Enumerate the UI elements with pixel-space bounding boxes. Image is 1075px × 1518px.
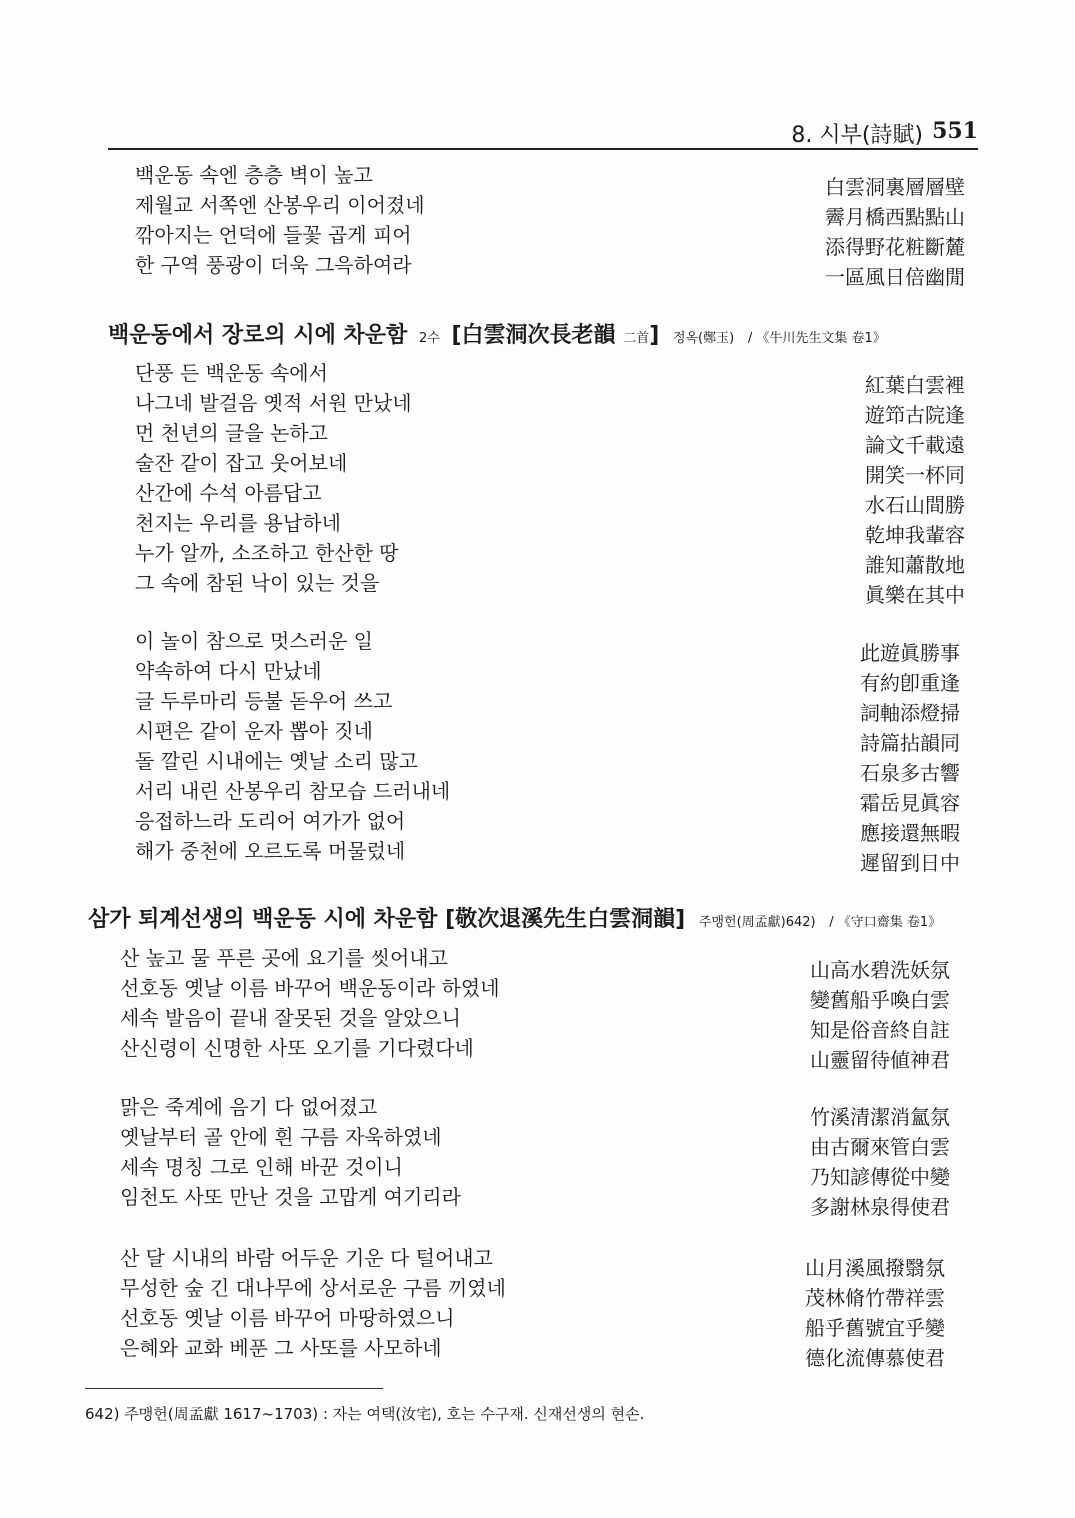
verse-line: 그 속에 참된 낙이 있는 것을 xyxy=(135,571,380,595)
verse-line: 세속 명칭 그로 인해 바꾼 것이니 xyxy=(120,1155,403,1179)
verse-line: 시편은 같이 운자 뽑아 짓네 xyxy=(135,719,373,743)
verse-line-hanja: 石泉多古響 xyxy=(860,761,960,785)
poem1-stanza1-hanja xyxy=(865,370,965,610)
verse-line: 누가 알까, 소조하고 한산한 땅 xyxy=(135,541,399,565)
verse-line-hanja: 應接還無暇 xyxy=(860,821,960,845)
verse-line: 옛날부터 골 안에 흰 구름 자욱하였네 xyxy=(120,1125,442,1149)
verse-line-hanja: 論文千載遠 xyxy=(865,433,965,457)
verse-line-hanja: 由古爾來管白雲 xyxy=(810,1135,950,1159)
poem2-stanza3-hanja xyxy=(805,1253,945,1373)
verse-line-hanja: 山靈留待値神君 xyxy=(810,1048,950,1072)
verse-line-hanja: 詞軸添燈掃 xyxy=(860,701,960,725)
poem1-heading xyxy=(108,318,886,349)
verse-line-hanja: 遊笻古院逢 xyxy=(865,403,965,427)
verse-line-hanja: 茂林脩竹帶祥雲 xyxy=(805,1286,945,1310)
verse-line: 응접하느라 도리어 여가가 없어 xyxy=(135,809,406,833)
verse-line-hanja: 乃知諺傳從中變 xyxy=(810,1165,950,1189)
stanza0-hanja xyxy=(825,172,965,292)
footnote-rule xyxy=(85,1388,383,1389)
poem1-stanza1-korean xyxy=(135,358,412,598)
poem1-title-small: 二首 xyxy=(623,331,650,346)
stanza0-korean xyxy=(135,160,425,280)
verse-line: 백운동 속엔 층층 벽이 높고 xyxy=(135,163,373,187)
verse-line: 해가 중천에 오르도록 머물렀네 xyxy=(135,839,406,863)
verse-line: 세속 발음이 끝내 잘못된 것을 알았으니 xyxy=(120,1006,461,1030)
verse-line-hanja: 有約卽重逢 xyxy=(860,671,960,695)
verse-line-hanja: 船乎舊號宜乎變 xyxy=(805,1316,945,1340)
verse-line: 산간에 수석 아름답고 xyxy=(135,481,322,505)
verse-line-hanja: 開笑一杯同 xyxy=(865,463,965,487)
verse-line: 제월교 서쪽엔 산봉우리 이어졌네 xyxy=(135,193,425,217)
poem2-heading xyxy=(88,902,941,933)
verse-line: 산신령이 신명한 사또 오기를 기다렸다네 xyxy=(120,1036,474,1060)
verse-line-hanja: 此遊眞勝事 xyxy=(860,641,960,665)
verse-line: 서리 내린 산봉우리 참모습 드러내네 xyxy=(135,779,451,803)
poem1-source: / 《牛川先生文集 卷1》 xyxy=(747,331,886,346)
verse-line: 돌 깔린 시내에는 옛날 소리 많고 xyxy=(135,749,418,773)
verse-line: 임천도 사또 만난 것을 고맙게 여기리라 xyxy=(120,1185,461,1209)
verse-line: 먼 천년의 글을 논하고 xyxy=(135,421,328,445)
verse-line: 이 놀이 참으로 멋스러운 일 xyxy=(135,629,373,653)
page-number: 551 xyxy=(932,118,978,144)
poem1-author: 정옥(鄭玉) xyxy=(672,331,735,346)
footnote: 642) 주맹헌(周孟獻 1617~1703) : 자는 여택(汝宅), 호는 수구재. 신재선생의 현손. xyxy=(85,1405,645,1423)
verse-line: 산 높고 물 푸른 곳에 요기를 씻어내고 xyxy=(120,946,448,970)
verse-line-hanja: 霜岳見眞容 xyxy=(860,791,960,815)
verse-line-hanja: 誰知蕭散地 xyxy=(865,553,965,577)
poem2-stanza2-hanja xyxy=(810,1102,950,1222)
verse-line-hanja: 一區風日倍幽閒 xyxy=(825,265,965,289)
verse-line-hanja: 水石山間勝 xyxy=(865,493,965,517)
verse-line: 나그네 발걸음 옛적 서원 만났네 xyxy=(135,391,412,415)
poem2-title-korean: 삼가 퇴계선생의 백운동 시에 차운함 xyxy=(88,907,438,932)
verse-line: 단풍 든 백운동 속에서 xyxy=(135,361,328,385)
verse-line-hanja: 山月溪風撥翳氛 xyxy=(805,1256,945,1280)
verse-line: 선호동 옛날 이름 바꾸어 마땅하였으니 xyxy=(120,1306,455,1330)
poem2-title-hanja: [敬次退溪先生白雲洞韻] xyxy=(445,907,686,932)
verse-line-hanja: 眞樂在其中 xyxy=(865,583,965,607)
verse-line: 깎아지는 언덕에 들꽃 곱게 피어 xyxy=(135,223,412,247)
poem1-stanza2-hanja xyxy=(860,638,960,878)
verse-line-hanja: 遲留到日中 xyxy=(860,851,960,875)
running-header xyxy=(108,118,978,150)
verse-line-hanja: 多謝林泉得使君 xyxy=(810,1195,950,1219)
verse-line: 술잔 같이 잡고 웃어보네 xyxy=(135,451,348,475)
section-title: 8. 시부(詩賦) xyxy=(791,123,923,148)
verse-line: 은혜와 교화 베푼 그 사또를 사모하네 xyxy=(120,1336,442,1360)
poem2-author: 주맹헌(周孟獻)642) xyxy=(698,915,816,930)
verse-line: 글 두루마리 등불 돋우어 쓰고 xyxy=(135,689,393,713)
verse-line-hanja: 竹溪清潔消氳氛 xyxy=(810,1105,950,1129)
verse-line: 약속하여 다시 만났네 xyxy=(135,659,322,683)
poem1-title-hanja: [白雲洞次長老韻 xyxy=(451,323,616,348)
verse-line-hanja: 霽月橋西點點山 xyxy=(825,205,965,229)
verse-line: 산 달 시내의 바람 어두운 기운 다 털어내고 xyxy=(120,1246,493,1270)
poem2-stanza1-hanja xyxy=(810,955,950,1075)
verse-line-hanja: 知是俗音終自註 xyxy=(810,1018,950,1042)
poem2-stanza2-korean xyxy=(120,1092,461,1212)
verse-line-hanja: 紅葉白雲裡 xyxy=(865,373,965,397)
verse-line-hanja: 白雲洞裏層層壁 xyxy=(825,175,965,199)
verse-line-hanja: 德化流傳慕使君 xyxy=(805,1346,945,1370)
poem2-stanza3-korean xyxy=(120,1243,506,1363)
verse-line: 선호동 옛날 이름 바꾸어 백운동이라 하였네 xyxy=(120,976,500,1000)
verse-line-hanja: 變舊船乎喚白雲 xyxy=(810,988,950,1012)
verse-line-hanja: 添得野花粧斷麓 xyxy=(825,235,965,259)
verse-line-hanja: 乾坤我輩容 xyxy=(865,523,965,547)
verse-line: 천지는 우리를 용납하네 xyxy=(135,511,341,535)
poem1-stanza2-korean xyxy=(135,626,450,866)
verse-line: 한 구역 풍광이 더욱 그윽하여라 xyxy=(135,253,412,277)
poem2-stanza1-korean xyxy=(120,943,500,1063)
poem2-source: / 《守口齋集 卷1》 xyxy=(829,915,942,930)
poem1-title-korean: 백운동에서 장로의 시에 차운함 xyxy=(108,323,408,348)
poem1-count: 2수 xyxy=(418,331,440,346)
verse-line-hanja: 山高水碧洗妖氛 xyxy=(810,958,950,982)
poem1-title-close: ] xyxy=(649,323,660,348)
verse-line: 맑은 죽계에 음기 다 없어졌고 xyxy=(120,1095,378,1119)
verse-line-hanja: 詩篇拈韻同 xyxy=(860,731,960,755)
verse-line: 무성한 숲 긴 대나무에 상서로운 구름 끼였네 xyxy=(120,1276,506,1300)
